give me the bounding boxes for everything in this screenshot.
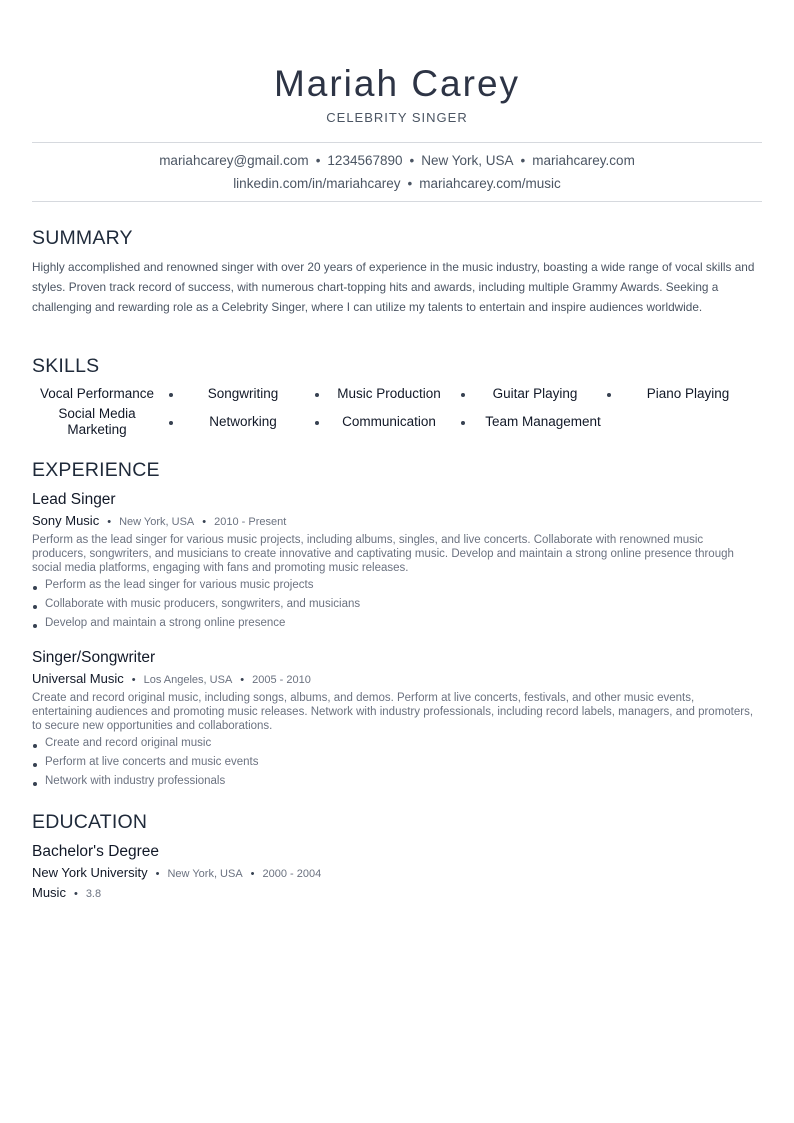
education-meta [32,865,321,882]
job-bullet: Perform at live concerts and music events [32,753,258,772]
job-bullet: Collaborate with music producers, songwriters, and musicians [32,595,360,614]
contact-location: New York, USA [421,153,514,168]
job-dates: 2010 - Present [214,516,287,528]
meta-separator: • [131,674,136,686]
meta-separator: • [155,868,160,880]
meta-separator: • [250,868,255,880]
skill-separator [607,393,611,397]
job-bullet-list [32,734,258,791]
degree-title: Bachelor's Degree [32,843,160,860]
skill-separator [169,421,173,425]
meta-separator: • [240,674,245,686]
summary-heading: SUMMARY [32,227,133,249]
skill-item: Social Media Marketing [58,406,136,437]
job-description: Create and record original music, including songs, albums, and demos. Perform at live concerts, festivals, and other music events, entertaining audiences and promoting music releases. Network with industry professionals, including record labels, managers, and promoters, to secure new opportunities and collaborations. [32,692,754,732]
education-dates: 2000 - 2004 [262,868,322,880]
job-bullet: Network with industry professionals [32,772,258,791]
skill-separator [169,393,173,397]
job-description: Perform as the lead singer for various music projects, including albums, singles, and live concerts. Collaborate with renowned music producers, songwriters, and musicians to create innovative and captivating music. Develop and maintain a strong online presence through social media platforms, engaging with fans and promoting music releases. [32,534,734,574]
field-of-study: Music [32,885,66,900]
job-meta [32,513,286,530]
meta-separator: • [107,516,112,528]
job-company: Universal Music [32,671,124,686]
job-dates: 2005 - 2010 [252,674,311,686]
job-title: Singer/Songwriter [32,649,156,666]
skill-item: Vocal Performance [39,386,155,401]
job-location: New York, USA [119,516,195,528]
header-divider-bottom [32,201,762,202]
contact-separator: • [315,153,321,168]
skill-item: Guitar Playing [492,386,578,401]
skill-separator [461,421,465,425]
contact-line-secondary [32,175,762,193]
job-meta [32,671,311,688]
education-heading: EDUCATION [32,811,148,833]
job-company: Sony Music [32,513,100,528]
contact-phone[interactable]: 1234567890 [327,153,403,168]
job-bullet: Develop and maintain a strong online presence [32,614,360,633]
skill-item: Team Management [485,414,601,429]
job-bullet-list [32,576,360,633]
meta-separator: • [73,888,78,900]
job-bullet: Perform as the lead singer for various music projects [32,576,360,595]
skill-item: Communication [342,414,436,429]
contact-separator: • [520,153,526,168]
contact-separator: • [407,176,413,191]
contact-linkedin[interactable]: linkedin.com/in/mariahcarey [233,176,401,191]
experience-heading: EXPERIENCE [32,459,160,481]
skill-separator [315,393,319,397]
candidate-name: Mariah Carey [273,63,521,104]
contact-music-site[interactable]: mariahcarey.com/music [419,176,561,191]
contact-email[interactable]: mariahcarey@gmail.com [159,153,309,168]
skill-item: Piano Playing [646,386,730,401]
skill-item: Networking [209,414,277,429]
header-divider-top [32,142,762,143]
meta-separator: • [202,516,207,528]
skill-separator [315,421,319,425]
school-location: New York, USA [167,868,243,880]
job-bullet: Create and record original music [32,734,258,753]
skills-heading: SKILLS [32,355,100,377]
contact-line-primary [32,152,762,170]
summary-text: Highly accomplished and renowned singer with over 20 years of experience in the music industry, boasting a wide range of vocal skills and styles. Proven track record of success, with numerous chart-topping hits and awards, including multiple Grammy Awards. Seeking a challenging and rewarding role as a Celebrity Singer, where I can utilize my talents to entertain and inspire audiences worldwide. [32,260,755,314]
skill-item: Songwriting [207,386,279,401]
candidate-title: CELEBRITY SINGER [326,110,468,125]
education-field-line [32,885,101,902]
contact-website[interactable]: mariahcarey.com [532,153,635,168]
job-location: Los Angeles, USA [143,674,233,686]
job-title: Lead Singer [32,491,116,508]
gpa: 3.8 [85,888,102,900]
skill-separator [461,393,465,397]
school-name: New York University [32,865,148,880]
contact-separator: • [409,153,415,168]
skill-item: Music Production [337,386,441,401]
